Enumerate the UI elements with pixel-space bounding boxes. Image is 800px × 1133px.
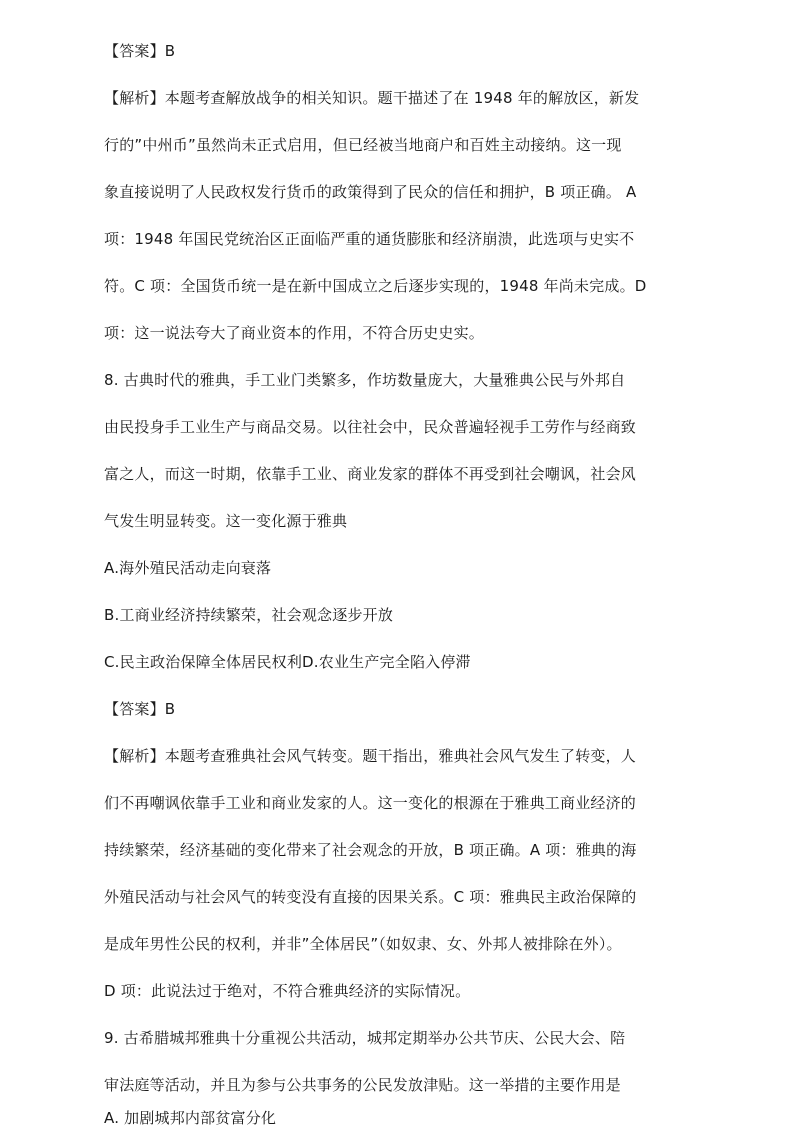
analysis-8-line-5: 是成年男性公民的权利，并非”全体居民”（如奴隶、女、外邦人被排除在外）。 — [104, 935, 622, 953]
question-9-option-a: A. 加剧城邦内部贫富分化 — [104, 1109, 277, 1127]
analysis-8-line-3: 持续繁荣，经济基础的变化带来了社会观念的开放，B 项正确。A 项：雅典的海 — [104, 841, 637, 859]
analysis-8-line-4: 外殖民活动与社会风气的转变没有直接的因果关系。C 项：雅典民主政治保障的 — [104, 888, 637, 906]
analysis-line-4: 项：1948 年国民党统治区正面临严重的通货膨胀和经济崩溃，此选项与史实不 — [104, 230, 635, 248]
question-8-option-b: B.工商业经济持续繁荣，社会观念逐步开放 — [104, 606, 394, 624]
analysis-8-line-6: D 项：此说法过于绝对，不符合雅典经济的实际情况。 — [104, 982, 471, 1000]
question-8-line-4: 气发生明显转变。这一变化源于雅典 — [104, 512, 348, 530]
question-8-option-a: A.海外殖民活动走向衰落 — [104, 559, 272, 577]
analysis-8-line-1: 【解析】本题考查雅典社会风气转变。题干指出，雅典社会风气发生了转变，人 — [104, 747, 637, 765]
answer-label-2: 【答案】B — [104, 700, 176, 718]
analysis-line-6: 项：这一说法夸大了商业资本的作用，不符合历史史实。 — [104, 324, 485, 342]
analysis-line-2: 行的”中州币”虽然尚未正式启用，但已经被当地商户和百姓主动接纳。这一现 — [104, 136, 622, 154]
question-8-line-1: 8. 古典时代的雅典，手工业门类繁多，作坊数量庞大，大量雅典公民与外邦自 — [104, 371, 626, 389]
question-8-line-3: 富之人，而这一时期，依靠手工业、商业发家的群体不再受到社会嘲讽，社会风 — [104, 465, 637, 483]
analysis-8-line-2: 们不再嘲讽依靠手工业和商业发家的人。这一变化的根源在于雅典工商业经济的 — [104, 794, 637, 812]
analysis-line-1: 【解析】本题考查解放战争的相关知识。题干描述了在 1948 年的解放区，新发 — [104, 89, 640, 107]
question-9-line-1: 9. 古希腊城邦雅典十分重视公共活动，城邦定期举办公共节庆、公民大会、陪 — [104, 1029, 626, 1047]
analysis-line-3: 象直接说明了人民政权发行货币的政策得到了民众的信任和拥护，B 项正确。 A — [104, 183, 637, 201]
question-9-line-2: 审法庭等活动，并且为参与公共事务的公民发放津贴。这一举措的主要作用是 — [104, 1076, 621, 1094]
answer-label-1: 【答案】B — [104, 42, 176, 60]
question-8-line-2: 由民投身手工业生产与商品交易。以往社会中，民众普遍轻视手工劳作与经商致 — [104, 418, 637, 436]
question-8-option-cd: C.民主政治保障全体居民权利D.农业生产完全陷入停滞 — [104, 653, 471, 671]
analysis-line-5: 符。C 项：全国货币统一是在新中国成立之后逐步实现的，1948 年尚未完成。D — [104, 277, 647, 295]
